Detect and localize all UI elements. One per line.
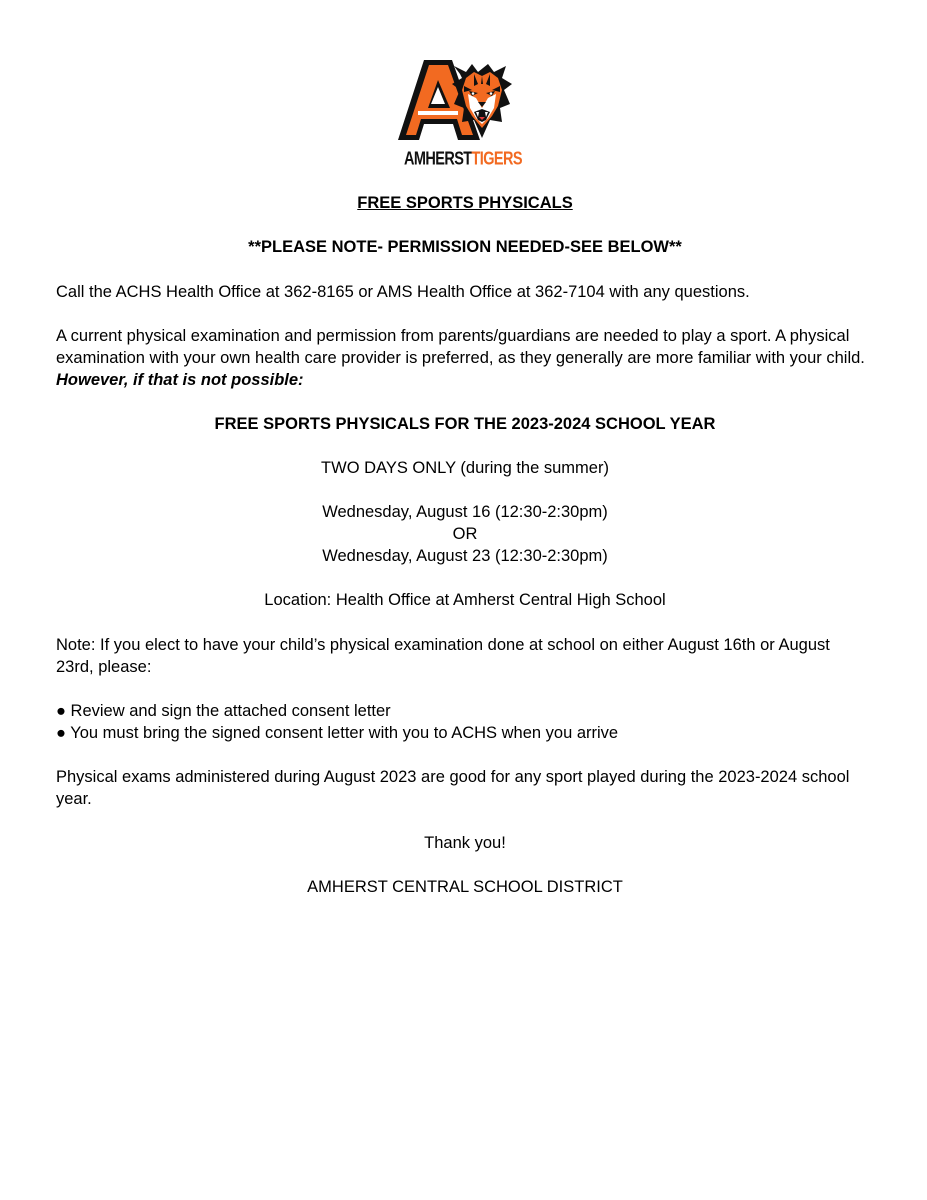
note-line-1: Note: If you elect to have your child’s physical examination done at school on either August 16th or August [56,636,830,654]
call-line: Call the ACHS Health Office at 362-8165 or AMS Health Office at 362-7104 with any questions. [56,283,750,301]
bullet-item: ● Review and sign the attached consent letter [56,702,391,720]
exams-line-1: Physical exams administered during August 2023 are good for any sport played during the 2023-2024 school [56,768,850,786]
page-title: FREE SPORTS PHYSICALS [357,194,573,212]
thank-you: Thank you! [424,834,506,852]
note-line-2: 23rd, please: [56,658,152,676]
tiger-mascot-icon [396,56,530,148]
amherst-tigers-logo [396,56,530,168]
logo-word-amherst: AMHERST [404,149,472,170]
intro-line-3: However, if that is not possible: [56,371,304,389]
logo-word-tigers: TIGERS [471,149,522,170]
permission-note: **PLEASE NOTE- PERMISSION NEEDED-SEE BELOW** [248,238,682,256]
date-2: Wednesday, August 23 (12:30-2:30pm) [322,547,608,565]
bullet-item: ● You must bring the signed consent letter with you to ACHS when you arrive [56,724,619,742]
intro-line-1: A current physical examination and permission from parents/guardians are needed to play a sport. A physical [56,327,850,345]
location: Location: Health Office at Amherst Central High School [264,591,666,609]
logo-wordmark [396,148,530,171]
date-or: OR [452,525,478,543]
intro-line-2: examination with your own health care provider is preferred, as they generally are more familiar with your child. [56,349,865,367]
district-name: AMHERST CENTRAL SCHOOL DISTRICT [307,878,623,896]
date-1: Wednesday, August 16 (12:30-2:30pm) [322,503,608,521]
subtitle: FREE SPORTS PHYSICALS FOR THE 2023-2024 SCHOOL YEAR [214,415,716,433]
two-days-only: TWO DAYS ONLY (during the summer) [321,459,609,477]
exams-line-2: year. [56,790,92,808]
